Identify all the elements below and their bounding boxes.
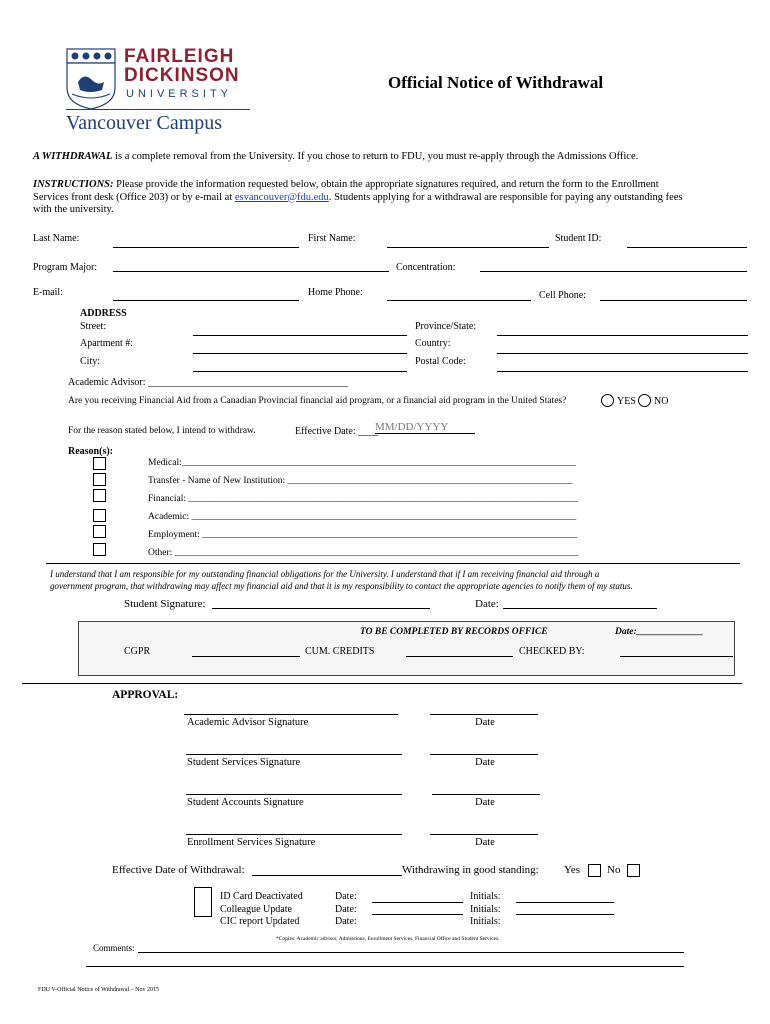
office-checks-initials — [470, 891, 501, 929]
logo-name-line1: FAIRLEIGH — [124, 46, 235, 67]
instructions-label: INSTRUCTIONS: — [33, 179, 114, 190]
postal-field[interactable] — [497, 371, 748, 372]
last-name-field[interactable] — [113, 247, 299, 248]
student-id-field[interactable] — [627, 247, 747, 248]
reason-other-label: Other: _____________________________________________________________________________________ — [148, 548, 579, 558]
program-major-field[interactable] — [113, 271, 389, 272]
financial-aid-no-radio[interactable] — [638, 394, 651, 407]
university-crest-icon — [66, 48, 116, 110]
copies-note: *Copies: Academic advisor, Admissions, Enrollment Services, Financial Office and Student Services. — [276, 936, 500, 942]
page-title: Official Notice of Withdrawal — [388, 73, 604, 92]
cgpr-label: CGPR — [124, 646, 151, 657]
acknowledgement-line1: I understand that I am responsible for my outstanding financial obligations for the University. I understand that if I am receiving financial aid through a — [50, 569, 600, 579]
student-date-field[interactable] — [503, 608, 657, 609]
advisor-signature-label: Academic Advisor Signature — [187, 717, 309, 728]
reason-medical-label: Medical:___________________________________________________________________________________ — [148, 458, 577, 468]
first-name-label: First Name: — [308, 233, 356, 244]
address-heading: ADDRESS — [80, 308, 127, 319]
services-signature-line[interactable] — [186, 754, 402, 755]
enrollment-date-label: Date — [475, 837, 495, 848]
email-label: E-mail: — [33, 287, 63, 298]
services-date-line[interactable] — [430, 754, 538, 755]
acknowledgement-line2: government program, that withdrawing may affect my financial aid and that it is my responsibility to contact the appropriate agencies to notify them of my status. — [50, 581, 633, 591]
cum-credits-label: CUM. CREDITS — [305, 646, 375, 657]
street-field[interactable] — [193, 335, 407, 336]
concentration-field[interactable] — [480, 271, 747, 272]
id-card-initials-label: Initials: — [470, 891, 501, 902]
accounts-signature-line[interactable] — [186, 794, 402, 795]
city-field[interactable] — [193, 371, 407, 372]
cell-phone-field[interactable] — [600, 300, 747, 301]
comments-label: Comments: — [93, 943, 135, 953]
id-card-label: ID Card Deactivated — [220, 891, 303, 902]
comments-field-line2[interactable] — [86, 966, 684, 967]
colleague-date-label: Date: — [335, 903, 357, 915]
reason-medical-checkbox[interactable] — [93, 457, 106, 470]
section-divider — [46, 563, 740, 564]
apartment-label: Apartment #: — [80, 338, 134, 349]
colleague-label: Colleague Update — [220, 903, 292, 915]
advisor-date-line[interactable] — [430, 714, 538, 715]
reason-employment-checkbox[interactable] — [93, 525, 106, 538]
good-standing-label: Withdrawing in good standing: — [402, 864, 539, 876]
financial-aid-yes-radio[interactable] — [601, 394, 614, 407]
reasons-label: Reason(s): — [68, 446, 113, 457]
id-card-initials-field[interactable] — [516, 902, 614, 903]
cic-label: CIC report Updated — [220, 916, 300, 927]
reason-other-checkbox[interactable] — [93, 543, 106, 556]
office-checks-dates — [335, 891, 357, 929]
enrollment-signature-line[interactable] — [186, 834, 402, 835]
reason-academic-checkbox[interactable] — [93, 509, 106, 522]
street-label: Street: — [80, 321, 107, 332]
accounts-signature-label: Student Accounts Signature — [187, 797, 304, 808]
country-field[interactable] — [497, 353, 748, 354]
records-date[interactable]: Date:______________ — [615, 627, 704, 637]
reason-financial-checkbox[interactable] — [93, 489, 106, 502]
office-checks-box[interactable] — [194, 887, 212, 917]
province-label: Province/State: — [415, 321, 477, 332]
email-link[interactable]: esvancouver@fdu.edu — [234, 191, 329, 203]
footer-text: FDU V-Official Notice of Withdrawal – Nov 2015 — [38, 987, 160, 993]
accounts-date-label: Date — [475, 797, 495, 808]
effective-date-label: Effective Date: ____ — [295, 426, 379, 437]
cgpr-field[interactable] — [192, 656, 300, 657]
good-standing-no-checkbox[interactable] — [627, 864, 640, 877]
intro-text — [33, 151, 638, 162]
reason-transfer-label: Transfer - Name of New Institution: ____________________________________________________________ — [148, 476, 573, 486]
concentration-label: Concentration: — [396, 262, 456, 273]
intro-body: is a complete removal from the University. If you chose to return to FDU, you must re-apply through the Admissions Office. — [112, 151, 639, 162]
comments-field-line1[interactable] — [138, 952, 684, 953]
cum-credits-field[interactable] — [406, 656, 513, 657]
program-major-label: Program Major: — [33, 262, 98, 273]
reason-stated-text: For the reason stated below, I intend to withdraw. — [68, 426, 256, 436]
province-field[interactable] — [497, 335, 748, 336]
postal-label: Postal Code: — [415, 356, 466, 367]
advisor-signature-line[interactable] — [184, 714, 398, 715]
records-heading: TO BE COMPLETED BY RECORDS OFFICE — [360, 627, 548, 637]
instructions-line3: with the university. — [33, 204, 114, 215]
logo-divider — [66, 109, 250, 110]
colleague-initials-field[interactable] — [516, 914, 614, 915]
advisor-date-label: Date — [475, 717, 495, 728]
cic-date-label: Date: — [335, 916, 357, 927]
email-field[interactable] — [113, 300, 299, 301]
records-divider — [22, 683, 742, 684]
instructions-line1: Please provide the information requested below, obtain the appropriate signatures required, and return the form to the Enrollment — [113, 179, 659, 190]
city-label: City: — [80, 356, 101, 367]
university-logo — [66, 46, 256, 138]
id-card-date-label: Date: — [335, 891, 357, 902]
apartment-field[interactable] — [193, 353, 407, 354]
colleague-date-field[interactable] — [372, 914, 463, 915]
checked-by-label: CHECKED BY: — [519, 646, 585, 657]
logo-name-line2: DICKINSON — [124, 65, 240, 86]
services-signature-label: Student Services Signature — [187, 757, 301, 768]
enrollment-signature-label: Enrollment Services Signature — [187, 837, 316, 848]
logo-campus: Vancouver Campus — [66, 112, 223, 134]
student-signature-field[interactable] — [212, 608, 430, 609]
cic-initials-label: Initials: — [470, 916, 501, 927]
colleague-initials-label: Initials: — [470, 903, 501, 915]
reason-academic-label: Academic: _________________________________________________________________________________ — [148, 512, 577, 522]
financial-aid-no-label: NO — [654, 396, 669, 407]
reason-transfer-checkbox[interactable] — [93, 473, 106, 486]
good-standing-yes-label: Yes — [564, 864, 581, 876]
cell-phone-label: Cell Phone: — [539, 290, 586, 301]
home-phone-field[interactable] — [387, 300, 531, 301]
financial-aid-question: Are you receiving Financial Aid from a Canadian Provincial financial aid program, or a financial aid program in the United States? — [68, 396, 567, 406]
good-standing-no-label: No — [607, 864, 621, 876]
logo-name-line3: UNIVERSITY — [126, 88, 233, 100]
country-label: Country: — [415, 338, 451, 349]
student-id-label: Student ID: — [555, 233, 602, 244]
reason-financial-label: Financial: __________________________________________________________________________________ — [148, 494, 578, 504]
services-date-label: Date — [475, 757, 495, 768]
checked-by-field[interactable] — [620, 656, 733, 657]
instructions-line2a: Services front desk (Office 203) or by e-mail at — [33, 191, 235, 203]
academic-advisor-field[interactable]: Academic Advisor: ________________________________________ — [68, 377, 348, 388]
accounts-date-line[interactable] — [432, 794, 540, 795]
first-name-field[interactable] — [387, 247, 549, 248]
reason-employment-label: Employment: _______________________________________________________________________________ — [148, 530, 578, 540]
effective-withdrawal-field[interactable] — [252, 875, 402, 876]
intro-label: A WITHDRAWAL — [33, 151, 113, 162]
student-signature-label: Student Signature: — [124, 598, 206, 610]
home-phone-label: Home Phone: — [308, 287, 363, 298]
good-standing-yes-checkbox[interactable] — [588, 864, 601, 877]
acknowledgement-text — [50, 568, 633, 592]
instructions-line2b: . Students applying for a withdrawal are responsible for paying any outstanding fees — [328, 191, 683, 203]
instructions — [33, 179, 683, 217]
approval-heading: APPROVAL: — [112, 689, 179, 701]
student-date-label: Date: — [475, 598, 499, 610]
office-checks-labels — [220, 891, 303, 929]
effective-date-input[interactable]: MM/DD/YYYY — [375, 421, 475, 434]
last-name-label: Last Name: — [33, 233, 80, 244]
effective-withdrawal-label: Effective Date of Withdrawal: — [112, 864, 245, 876]
financial-aid-yes-label: YES — [617, 396, 636, 407]
enrollment-date-line[interactable] — [430, 834, 538, 835]
id-card-date-field[interactable] — [372, 902, 463, 903]
